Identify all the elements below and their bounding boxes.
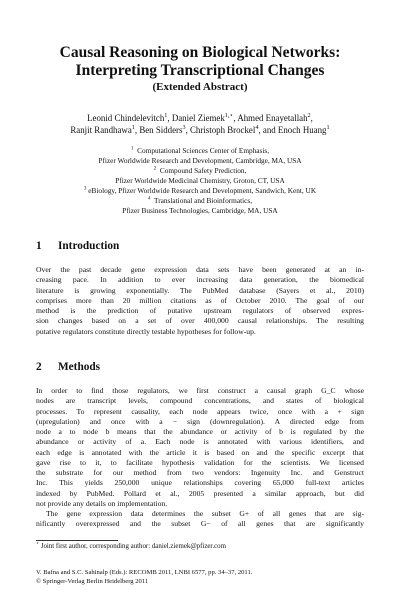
footnote-text: Joint first author, corresponding author: daniel.ziemek@pfizer.com (40, 543, 226, 550)
author-name: Daniel Ziemek (171, 113, 225, 123)
text-line: comprises more than 20 million citations as of October 2010. The goal of our (36, 295, 364, 305)
text-line: creasing pace. In addition to ever increasing data generation, the biomedical (36, 275, 364, 285)
text-line: (upregulation) and once with a − sign (downregulation). A directed edge from (36, 416, 364, 426)
text-line: the substrate for our method from two vendors: Ingenuity Inc. and Genstruct (36, 468, 364, 477)
author-name: Ben Sidders (139, 125, 183, 135)
section-heading-introduction (36, 240, 119, 252)
section-heading-methods (36, 361, 100, 373)
text-line: Inc. This yields 250,000 unique relationships covering 65,000 full-text articles (36, 478, 364, 488)
text-line: node a to node b means that the abundance or activity of b is regulated by the (36, 427, 364, 436)
author-affil-mark: 2 (307, 112, 311, 120)
author-name: Ranjit Randhawa (70, 125, 132, 135)
copyright-footer-line: © Springer-Verlag Berlin Heidelberg 2011 (36, 578, 149, 585)
paper-subtitle: (Extended Abstract) (152, 81, 248, 93)
text-line: abundance or activity of a. Each node is annotated with various identifiers, and (36, 437, 364, 447)
author-affil-mark: 1 (326, 124, 330, 132)
footnote-rule (36, 540, 118, 541)
author-separator: , (167, 113, 172, 123)
affiliation-line: Pfizer Worldwide Research and Development, Cambridge, MA, USA (98, 156, 302, 165)
author-affil-mark: 3 (182, 124, 186, 132)
text-line: literature is growing exponentially. The PubMed database (Sayers et al., 2010) (36, 285, 364, 295)
author-separator: , (310, 113, 313, 123)
affiliation-line: $^2$ Compound Safety Prediction, (153, 165, 247, 175)
affiliation-line: $^4$ Translational and Bioinformatics, (147, 195, 253, 205)
author-separator: , (185, 125, 190, 135)
affiliation-line: $^3$ eBiology, Pfizer Worldwide Research and Development, Sandwich, Kent, UK (83, 185, 317, 195)
footnote (36, 543, 226, 550)
text-line: gave rise to it, to facilitate hypothesis validation for the scientists. We licensed (36, 457, 364, 467)
text-line: Over the past decade gene expression data sets have been generated at an in- (36, 265, 364, 274)
author-name: Christoph Brockel (190, 125, 256, 135)
citation-footer-line-1: V. Bafna and S.C. Sahinalp (Eds.): RECOMB 2011, LNBI 6577, pp. 34–37, 2011. (36, 569, 253, 576)
author-separator: , (258, 125, 263, 135)
author-line-1 (0, 112, 400, 124)
text-line: nificantly overexpressed and the subset G− of all genes that are significantly (36, 519, 364, 529)
text-line: nodes are transcript levels, compound concentrations, and states of biological (36, 396, 364, 406)
methods-paragraph (36, 386, 364, 530)
affiliation-mark: 3 (83, 185, 87, 192)
footnote-mark: ⋆ (36, 541, 40, 547)
author-affil-mark: 1 (164, 112, 168, 120)
author-line-2 (0, 124, 400, 136)
author-and: and (262, 125, 278, 135)
affiliation-line: Pfizer Worldwide Medicinal Chemistry, Groton, CT, USA (115, 176, 285, 185)
author-name: Ahmed Enayetallah (237, 113, 308, 123)
paper-title-line-2: Interpreting Transcriptional Changes (75, 62, 325, 79)
text-line: In order to find those regulators, we first construct a causal graph G_C whose (36, 386, 364, 395)
section-number: 1 (36, 240, 42, 252)
author-name: Enoch Huang (277, 125, 327, 135)
author-name: Leonid Chindelevitch (87, 113, 165, 123)
text-line: method is the prediction of putative upstream regulators of observed expres- (36, 306, 364, 315)
introduction-paragraph (36, 265, 364, 337)
section-title: Methods (58, 361, 101, 373)
affiliation-line: Pfizer Business Technologies, Cambridge, MA, USA (122, 206, 278, 215)
author-affil-mark: 1 (131, 124, 135, 132)
text-line: indexed by PubMed. Pollard et al., 2005 presented a similar approach, but did (36, 488, 364, 498)
author-affil-mark: 1,⋆ (224, 112, 234, 120)
text-line: The gene expression data determines the subset G+ of all genes that are sig- (46, 509, 364, 518)
section-number: 2 (36, 361, 42, 373)
section-title: Introduction (58, 240, 120, 252)
text-line: processes. To represent causality, each node appears twice, once with a + sign (36, 406, 364, 416)
affiliation-mark: 1 (130, 145, 134, 152)
text-line: not provide any details on implementation. (36, 498, 168, 508)
affiliation-mark: 4 (147, 195, 151, 202)
paper-title-line-1: Causal Reasoning on Biological Networks: (59, 44, 341, 61)
author-separator: , (233, 113, 238, 123)
affiliation-line: $^1$ Computational Sciences Center of Emphasis, (130, 145, 270, 155)
author-separator: , (134, 125, 140, 135)
text-line: putative regulators constitute directly testable hypotheses for follow-up. (36, 326, 256, 336)
text-line: each edge is annotated with the article it is based on and the specific excerpt that (36, 447, 364, 457)
affiliation-mark: 2 (153, 165, 157, 172)
author-affil-mark: 4 (255, 124, 259, 132)
text-line: sion changes based on a set of over 400,000 causal relationships. The resulting (36, 316, 364, 326)
